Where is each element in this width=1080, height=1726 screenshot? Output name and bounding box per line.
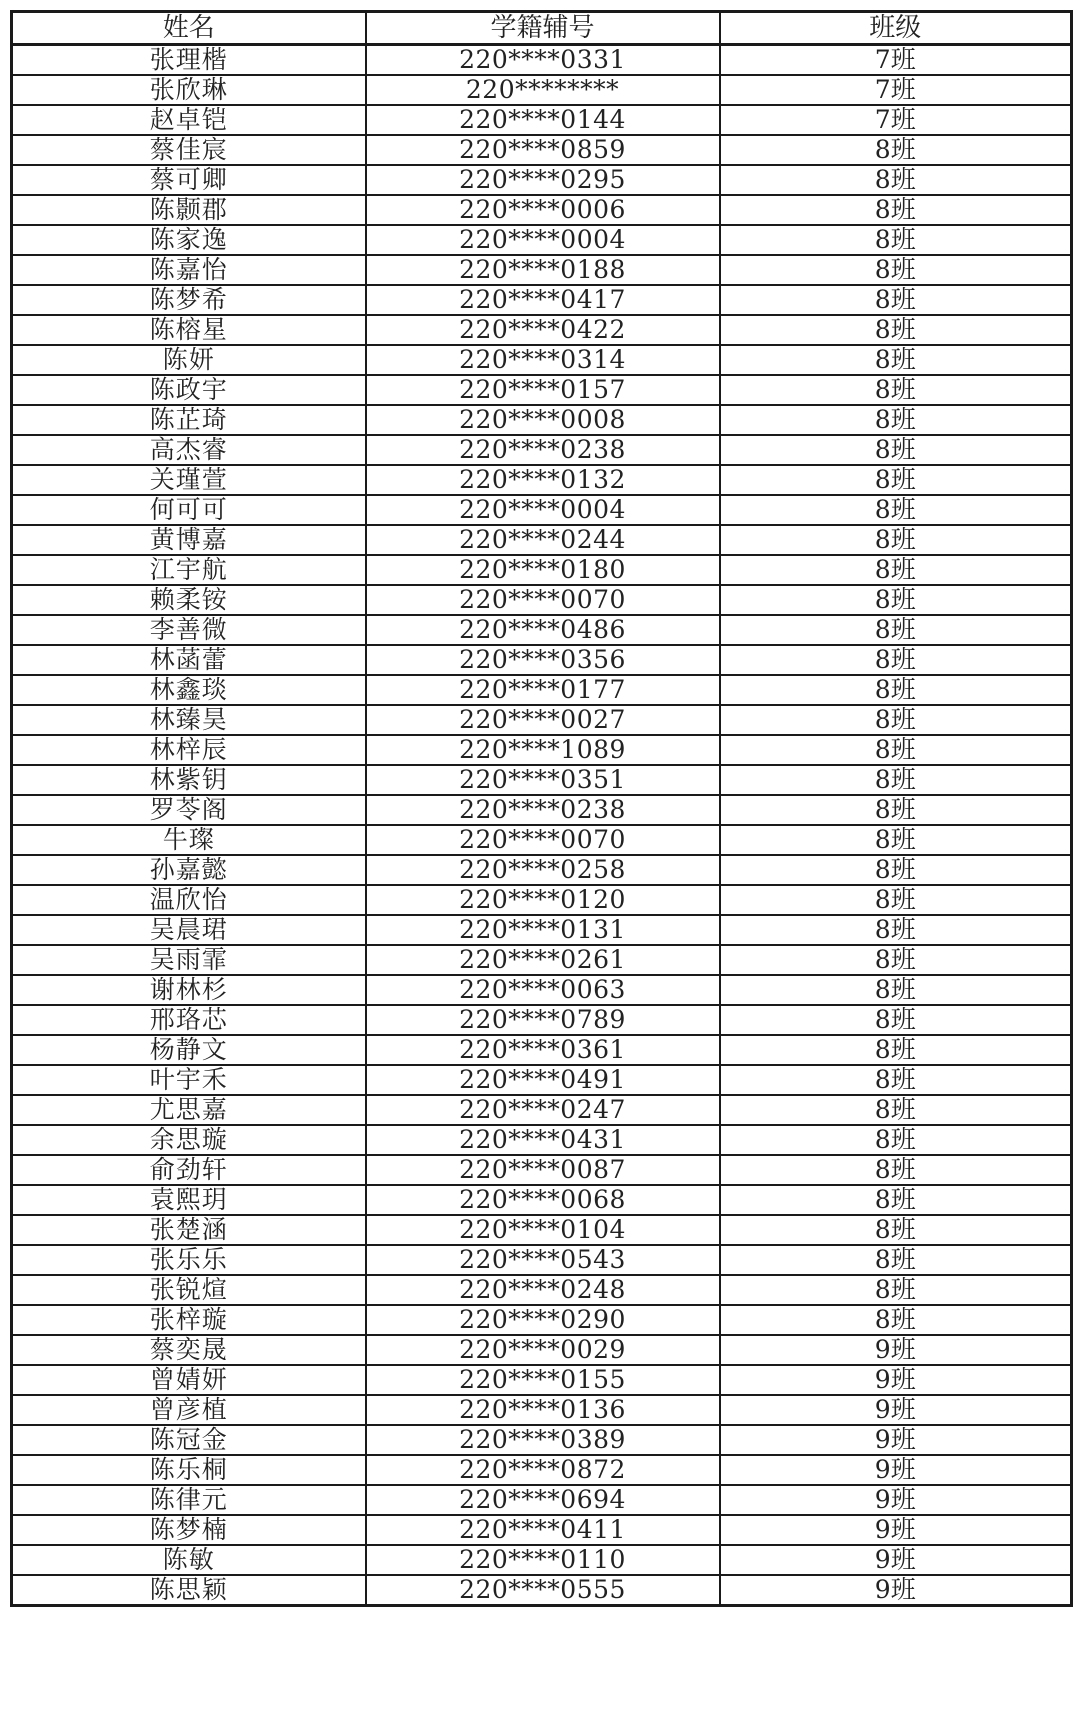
student-id-cell: 220****1089	[366, 735, 720, 765]
name-cell: 江宇航	[12, 555, 366, 585]
table-row	[12, 375, 1072, 405]
table-row	[12, 1245, 1072, 1275]
student-id-cell: 220****0131	[366, 915, 720, 945]
name-cell: 陈乐桐	[12, 1455, 366, 1485]
table-row	[12, 405, 1072, 435]
class-cell: 8班	[720, 885, 1072, 915]
class-cell: 8班	[720, 165, 1072, 195]
class-cell: 9班	[720, 1455, 1072, 1485]
student-id-cell: 220****0070	[366, 585, 720, 615]
class-cell: 8班	[720, 765, 1072, 795]
student-id-cell: 220****0694	[366, 1485, 720, 1515]
class-cell: 8班	[720, 1035, 1072, 1065]
class-cell: 7班	[720, 105, 1072, 135]
class-cell: 7班	[720, 45, 1072, 76]
class-cell: 8班	[720, 375, 1072, 405]
student-id-cell: 220****0027	[366, 705, 720, 735]
table-row	[12, 495, 1072, 525]
student-id-cell: 220****0295	[366, 165, 720, 195]
class-cell: 9班	[720, 1395, 1072, 1425]
table-row	[12, 1395, 1072, 1425]
class-cell: 9班	[720, 1485, 1072, 1515]
table-body	[12, 45, 1072, 1606]
class-cell: 9班	[720, 1545, 1072, 1575]
table-row	[12, 465, 1072, 495]
name-cell: 张欣琳	[12, 75, 366, 105]
student-id-cell: 220****0248	[366, 1275, 720, 1305]
class-cell: 8班	[720, 975, 1072, 1005]
student-id-cell: 220****0331	[366, 45, 720, 76]
name-cell: 陈冠金	[12, 1425, 366, 1455]
class-cell: 8班	[720, 1275, 1072, 1305]
table-row	[12, 855, 1072, 885]
name-cell: 曾婧妍	[12, 1365, 366, 1395]
table-row	[12, 555, 1072, 585]
name-cell: 蔡奕晟	[12, 1335, 366, 1365]
name-cell: 赵卓铠	[12, 105, 366, 135]
class-cell: 8班	[720, 705, 1072, 735]
name-cell: 陈政宇	[12, 375, 366, 405]
student-id-cell: 220****0132	[366, 465, 720, 495]
student-id-cell: 220****0006	[366, 195, 720, 225]
student-id-cell: 220****0188	[366, 255, 720, 285]
class-cell: 8班	[720, 255, 1072, 285]
student-id-cell: 220****0247	[366, 1095, 720, 1125]
table-row	[12, 1455, 1072, 1485]
name-cell: 何可可	[12, 495, 366, 525]
table-row	[12, 1425, 1072, 1455]
name-cell: 林鑫琰	[12, 675, 366, 705]
table-row	[12, 45, 1072, 76]
class-cell: 8班	[720, 675, 1072, 705]
class-cell: 7班	[720, 75, 1072, 105]
student-id-cell: 220****0004	[366, 495, 720, 525]
student-id-cell: 220****0087	[366, 1155, 720, 1185]
student-id-cell: 220****0872	[366, 1455, 720, 1485]
name-cell: 陈家逸	[12, 225, 366, 255]
class-cell: 9班	[720, 1425, 1072, 1455]
student-id-cell: 220****0068	[366, 1185, 720, 1215]
name-cell: 叶宇禾	[12, 1065, 366, 1095]
table-row	[12, 1275, 1072, 1305]
table-row	[12, 1305, 1072, 1335]
student-id-cell: 220****0063	[366, 975, 720, 1005]
name-cell: 林菡蕾	[12, 645, 366, 675]
class-cell: 8班	[720, 795, 1072, 825]
table-row	[12, 1365, 1072, 1395]
class-cell: 8班	[720, 555, 1072, 585]
student-id-cell: 220****0238	[366, 795, 720, 825]
name-cell: 陈芷琦	[12, 405, 366, 435]
table-row	[12, 285, 1072, 315]
name-cell: 张楚涵	[12, 1215, 366, 1245]
student-id-cell: 220****0258	[366, 855, 720, 885]
table-row	[12, 1125, 1072, 1155]
table-row	[12, 195, 1072, 225]
table-header	[12, 12, 1072, 45]
class-cell: 8班	[720, 315, 1072, 345]
table-row	[12, 1335, 1072, 1365]
class-cell: 8班	[720, 585, 1072, 615]
student-id-cell: 220****0859	[366, 135, 720, 165]
name-cell: 邢珞芯	[12, 1005, 366, 1035]
student-id-cell: 220****0120	[366, 885, 720, 915]
student-id-cell: 220****0422	[366, 315, 720, 345]
class-cell: 8班	[720, 855, 1072, 885]
table-row	[12, 135, 1072, 165]
table-row	[12, 105, 1072, 135]
table-row	[12, 795, 1072, 825]
class-cell: 8班	[720, 345, 1072, 375]
table-row	[12, 1035, 1072, 1065]
name-cell: 袁熙玥	[12, 1185, 366, 1215]
name-cell: 陈敏	[12, 1545, 366, 1575]
name-cell: 吴晨珺	[12, 915, 366, 945]
name-cell: 陈妍	[12, 345, 366, 375]
name-cell: 吴雨霏	[12, 945, 366, 975]
table-row	[12, 225, 1072, 255]
table-row	[12, 615, 1072, 645]
name-cell: 陈嘉怡	[12, 255, 366, 285]
name-cell: 李善微	[12, 615, 366, 645]
name-cell: 张梓璇	[12, 1305, 366, 1335]
class-cell: 8班	[720, 945, 1072, 975]
table-row	[12, 255, 1072, 285]
class-cell: 8班	[720, 1185, 1072, 1215]
table-row	[12, 1485, 1072, 1515]
student-id-cell: 220****0389	[366, 1425, 720, 1455]
student-id-cell: 220****0491	[366, 1065, 720, 1095]
student-id-cell: 220****0155	[366, 1365, 720, 1395]
header-class: 班级	[720, 12, 1072, 45]
table-row	[12, 1215, 1072, 1245]
name-cell: 林臻昊	[12, 705, 366, 735]
class-cell: 8班	[720, 825, 1072, 855]
class-cell: 8班	[720, 1215, 1072, 1245]
table-row	[12, 735, 1072, 765]
name-cell: 陈颢郡	[12, 195, 366, 225]
table-row	[12, 915, 1072, 945]
class-cell: 8班	[720, 645, 1072, 675]
table-row	[12, 705, 1072, 735]
name-cell: 尤思嘉	[12, 1095, 366, 1125]
class-cell: 9班	[720, 1335, 1072, 1365]
class-cell: 8班	[720, 225, 1072, 255]
student-id-cell: 220****0351	[366, 765, 720, 795]
name-cell: 蔡佳宸	[12, 135, 366, 165]
student-id-cell: 220****0261	[366, 945, 720, 975]
student-id-cell: 220****0486	[366, 615, 720, 645]
class-cell: 8班	[720, 1005, 1072, 1035]
class-cell: 8班	[720, 525, 1072, 555]
student-id-cell: 220****0136	[366, 1395, 720, 1425]
table-row	[12, 1005, 1072, 1035]
name-cell: 陈律元	[12, 1485, 366, 1515]
student-id-cell: 220****0417	[366, 285, 720, 315]
student-id-cell: 220****0157	[366, 375, 720, 405]
class-cell: 8班	[720, 1155, 1072, 1185]
table-row	[12, 1545, 1072, 1575]
table-row	[12, 525, 1072, 555]
name-cell: 罗苓阁	[12, 795, 366, 825]
name-cell: 黄博嘉	[12, 525, 366, 555]
table-row	[12, 945, 1072, 975]
class-cell: 8班	[720, 435, 1072, 465]
class-cell: 8班	[720, 915, 1072, 945]
student-id-cell: 220****0411	[366, 1515, 720, 1545]
student-id-cell: 220****0356	[366, 645, 720, 675]
name-cell: 蔡可卿	[12, 165, 366, 195]
class-cell: 8班	[720, 615, 1072, 645]
student-id-cell: 220****0104	[366, 1215, 720, 1245]
name-cell: 曾彦植	[12, 1395, 366, 1425]
table-row	[12, 1575, 1072, 1606]
table-row	[12, 1155, 1072, 1185]
name-cell: 牛璨	[12, 825, 366, 855]
table-row	[12, 1065, 1072, 1095]
table-row	[12, 825, 1072, 855]
name-cell: 俞劲轩	[12, 1155, 366, 1185]
name-cell: 陈梦楠	[12, 1515, 366, 1545]
student-id-cell: 220****0144	[366, 105, 720, 135]
name-cell: 余思璇	[12, 1125, 366, 1155]
table-row	[12, 315, 1072, 345]
student-id-cell: 220****0070	[366, 825, 720, 855]
table-row	[12, 1515, 1072, 1545]
class-cell: 8班	[720, 135, 1072, 165]
class-cell: 8班	[720, 495, 1072, 525]
name-cell: 赖柔铵	[12, 585, 366, 615]
student-id-cell: 220****0029	[366, 1335, 720, 1365]
table-row	[12, 75, 1072, 105]
class-cell: 8班	[720, 465, 1072, 495]
name-cell: 关瑾萱	[12, 465, 366, 495]
table-row	[12, 645, 1072, 675]
table-row	[12, 435, 1072, 465]
student-id-cell: 220****0789	[366, 1005, 720, 1035]
name-cell: 陈榕星	[12, 315, 366, 345]
table-row	[12, 345, 1072, 375]
student-id-cell: 220****0004	[366, 225, 720, 255]
class-cell: 8班	[720, 285, 1072, 315]
name-cell: 孙嘉懿	[12, 855, 366, 885]
name-cell: 高杰睿	[12, 435, 366, 465]
table-row	[12, 585, 1072, 615]
table-row	[12, 1185, 1072, 1215]
student-id-cell: 220****0361	[366, 1035, 720, 1065]
name-cell: 陈思颖	[12, 1575, 366, 1606]
student-roster-table	[10, 10, 1073, 1607]
student-id-cell: 220****0290	[366, 1305, 720, 1335]
table-row	[12, 975, 1072, 1005]
student-id-cell: 220****0180	[366, 555, 720, 585]
name-cell: 张乐乐	[12, 1245, 366, 1275]
student-id-cell: 220****0110	[366, 1545, 720, 1575]
class-cell: 8班	[720, 405, 1072, 435]
table-row	[12, 885, 1072, 915]
name-cell: 张理楷	[12, 45, 366, 76]
table-row	[12, 765, 1072, 795]
class-cell: 9班	[720, 1575, 1072, 1606]
student-id-cell: 220****0431	[366, 1125, 720, 1155]
student-id-cell: 220****0177	[366, 675, 720, 705]
table-row	[12, 165, 1072, 195]
student-id-cell: 220****0555	[366, 1575, 720, 1606]
header-name: 姓名	[12, 12, 366, 45]
student-id-cell: 220****0008	[366, 405, 720, 435]
name-cell: 张锐煊	[12, 1275, 366, 1305]
class-cell: 8班	[720, 1245, 1072, 1275]
student-id-cell: 220********	[366, 75, 720, 105]
student-id-cell: 220****0314	[366, 345, 720, 375]
name-cell: 陈梦希	[12, 285, 366, 315]
class-cell: 8班	[720, 195, 1072, 225]
class-cell: 9班	[720, 1365, 1072, 1395]
header-student-id: 学籍辅号	[366, 12, 720, 45]
name-cell: 林紫钥	[12, 765, 366, 795]
name-cell: 谢林杉	[12, 975, 366, 1005]
header-row	[12, 12, 1072, 45]
table-row	[12, 675, 1072, 705]
name-cell: 温欣怡	[12, 885, 366, 915]
class-cell: 8班	[720, 1305, 1072, 1335]
student-id-cell: 220****0543	[366, 1245, 720, 1275]
class-cell: 8班	[720, 1125, 1072, 1155]
class-cell: 9班	[720, 1515, 1072, 1545]
name-cell: 林梓辰	[12, 735, 366, 765]
student-id-cell: 220****0244	[366, 525, 720, 555]
student-id-cell: 220****0238	[366, 435, 720, 465]
class-cell: 8班	[720, 1095, 1072, 1125]
name-cell: 杨静文	[12, 1035, 366, 1065]
table-row	[12, 1095, 1072, 1125]
class-cell: 8班	[720, 1065, 1072, 1095]
class-cell: 8班	[720, 735, 1072, 765]
